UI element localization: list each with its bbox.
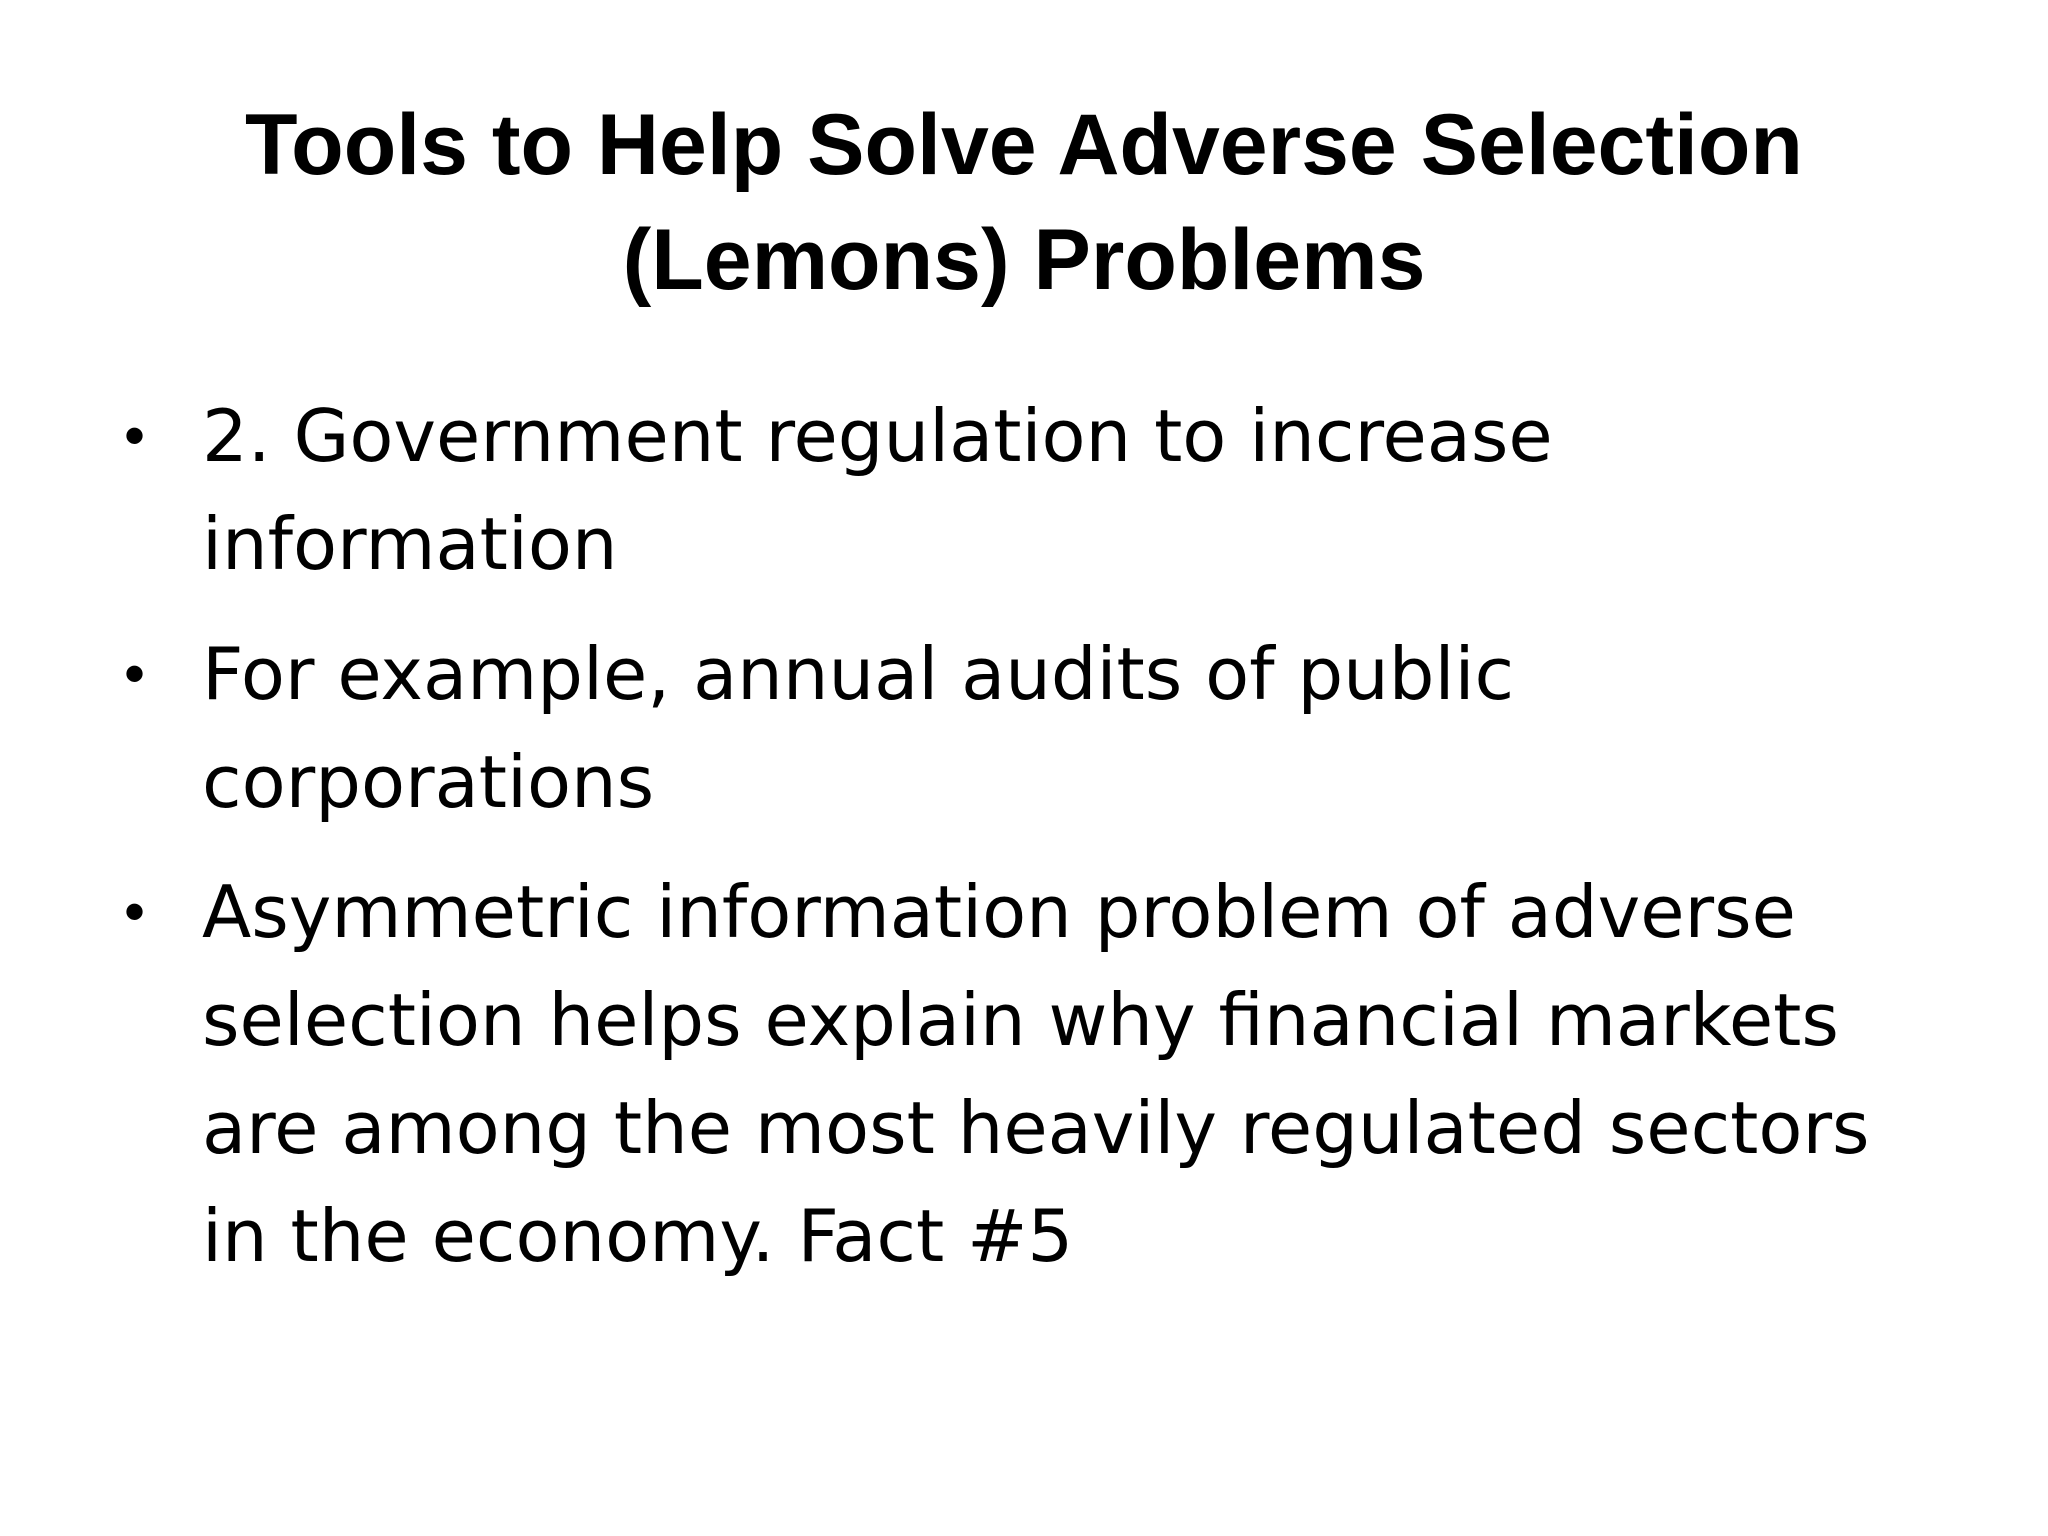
bullet-item <box>110 382 1910 598</box>
bullet-text: 2. Government regulation to increase information <box>202 394 1553 586</box>
bullet-text: For example, annual audits of public corporations <box>202 632 1515 824</box>
bullet-icon: • <box>124 402 146 469</box>
bullet-item <box>110 858 1910 1290</box>
bullet-text: Asymmetric information problem of adverse selection helps explain why financial markets are among the most heavily regulated sectors in the economy. Fact #5 <box>202 870 1870 1278</box>
bullet-item <box>110 620 1910 836</box>
bullet-icon: • <box>124 640 146 707</box>
bullet-list <box>110 382 1910 1312</box>
slide-title: Tools to Help Solve Adverse Selection (Lemons) Problems <box>245 97 1803 308</box>
bullet-icon: • <box>124 878 146 945</box>
